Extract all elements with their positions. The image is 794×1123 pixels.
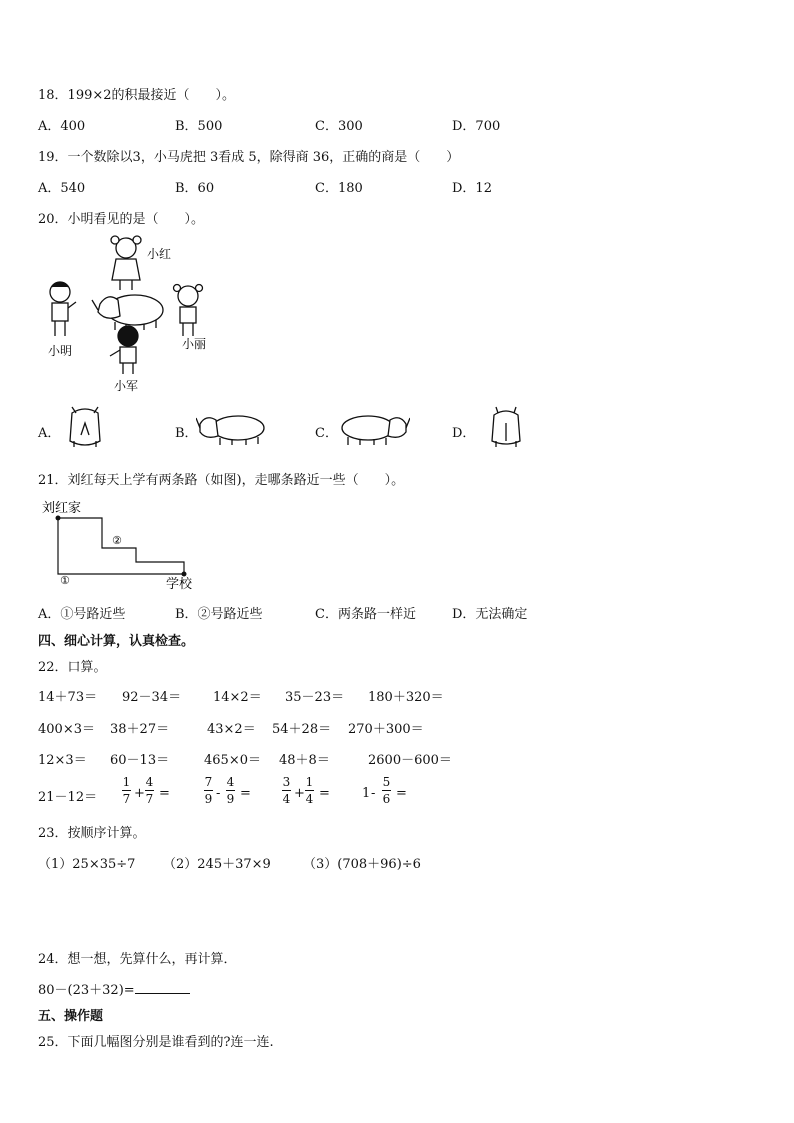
q19-option-b: B．60 <box>175 181 215 196</box>
calc-r2-c1: 400×3＝ <box>38 722 95 737</box>
q18-option-d: D．700 <box>452 119 501 134</box>
f3-num-b: 1 <box>305 775 314 789</box>
option-d-rhino-back-image <box>486 405 526 449</box>
f2-eq: = <box>240 786 251 801</box>
viewpoint-figure <box>40 232 210 397</box>
f1-op: + <box>134 786 145 801</box>
label-xiaoli: 小丽 <box>182 337 207 351</box>
option-a-rhino-front-image <box>62 405 108 449</box>
q21-option-b: B．②号路近些 <box>175 607 263 622</box>
f4-eq: = <box>396 786 407 801</box>
f2-den-a: 9 <box>204 792 213 806</box>
calc-r1-c1: 14＋73＝ <box>38 690 98 705</box>
q19-option-a: A．540 <box>38 181 86 196</box>
q21-option-c: C．两条路一样近 <box>315 607 416 622</box>
q21-stem: 21．刘红每天上学有两条路（如图)，走哪条路近一些（ ）。 <box>38 473 405 488</box>
f4-whole: 1 <box>362 786 371 801</box>
label-home: 刘红家 <box>42 501 82 516</box>
calc-r2-c5: 270＋300＝ <box>348 722 424 737</box>
q20-option-c: C． <box>315 426 338 441</box>
f2-den-b: 9 <box>226 792 235 806</box>
calc-r1-c3: 14×2＝ <box>213 690 262 705</box>
label-school: 学校 <box>166 577 193 592</box>
q18-option-b: B．500 <box>175 119 223 134</box>
calc-r1-c5: 180＋320＝ <box>368 690 444 705</box>
calc-r1-c4: 35－23＝ <box>285 690 345 705</box>
f4-op: - <box>371 786 376 801</box>
q23-item-2: （2）245＋37×9 <box>163 857 271 872</box>
q20-option-a: A． <box>38 426 61 441</box>
f3-den-b: 4 <box>305 792 314 806</box>
q22-stem: 22．口算。 <box>38 660 107 675</box>
q21-option-d: D．无法确定 <box>452 607 528 622</box>
xiaojun-figure <box>110 326 138 374</box>
q23-stem: 23．按顺序计算。 <box>38 826 146 841</box>
q20-stem: 20．小明看见的是（ ）。 <box>38 212 205 227</box>
label-xiaohong: 小红 <box>147 247 172 261</box>
calc-r3-c2: 60－13＝ <box>110 753 170 768</box>
f1-num-b: 4 <box>145 775 154 789</box>
f4-den-b: 6 <box>382 792 391 806</box>
label-xiaoming: 小明 <box>48 344 73 358</box>
xiaoming-figure <box>50 282 76 336</box>
q19-option-d: D．12 <box>452 181 492 196</box>
q24-expr-text: 80－(23＋32)= <box>38 983 135 998</box>
calc-r2-c3: 43×2＝ <box>207 722 256 737</box>
calc-r3-c1: 12×3＝ <box>38 753 87 768</box>
q18-option-a: A．400 <box>38 119 86 134</box>
calc-r3-c5: 2600－600＝ <box>368 753 452 768</box>
calc-r3-c3: 465×0＝ <box>204 753 261 768</box>
q23-item-3: （3）(708＋96)÷6 <box>303 857 421 872</box>
q21-option-a: A．①号路近些 <box>38 607 126 622</box>
option-b-rhino-left-image <box>196 410 268 448</box>
f2-num-a: 7 <box>204 775 213 789</box>
f3-eq: = <box>319 786 330 801</box>
q24-expression <box>38 979 190 998</box>
q20-option-b: B． <box>175 426 198 441</box>
f2-num-b: 4 <box>226 775 235 789</box>
calc-r4-c1: 21－12＝ <box>38 790 98 805</box>
section-4-heading: 四、细心计算，认真检查。 <box>38 634 195 649</box>
xiaohong-figure <box>111 236 141 290</box>
f3-num-a: 3 <box>282 775 291 789</box>
q19-stem: 19．一个数除以3，小马虎把 3看成 5，除得商 36，正确的商是（ ） <box>38 150 460 165</box>
q18-option-c: C．300 <box>315 119 363 134</box>
q25-stem: 25．下面几幅图分别是谁看到的?连一连. <box>38 1035 274 1050</box>
f1-den-a: 7 <box>122 792 131 806</box>
option-c-rhino-right-image <box>338 408 410 448</box>
f1-num-a: 1 <box>122 775 131 789</box>
calc-r2-c2: 38＋27＝ <box>110 722 170 737</box>
f1-eq: = <box>159 786 170 801</box>
q18-stem: 18．199×2的积最接近（ ）。 <box>38 88 236 103</box>
section-5-heading: 五、操作题 <box>38 1009 104 1024</box>
route-diagram <box>36 496 206 594</box>
q19-option-c: C．180 <box>315 181 363 196</box>
f2-op: - <box>216 786 221 801</box>
f1-den-b: 7 <box>145 792 154 806</box>
rhino-figure <box>92 295 163 330</box>
calc-r3-c4: 48＋8＝ <box>279 753 330 768</box>
calc-r2-c4: 54＋28＝ <box>272 722 332 737</box>
xiaoli-figure <box>174 285 203 337</box>
q24-stem: 24．想一想，先算什么，再计算． <box>38 952 237 967</box>
f3-op: + <box>294 786 305 801</box>
f4-num-b: 5 <box>382 775 391 789</box>
answer-blank[interactable] <box>135 983 190 994</box>
calc-r1-c2: 92－34＝ <box>122 690 182 705</box>
label-xiaojun: 小军 <box>114 379 139 393</box>
label-route-2: ② <box>112 534 122 547</box>
f3-den-a: 4 <box>282 792 291 806</box>
label-route-1: ① <box>60 574 70 587</box>
q20-option-d: D． <box>452 426 476 441</box>
q23-item-1: （1）25×35÷7 <box>38 857 136 872</box>
